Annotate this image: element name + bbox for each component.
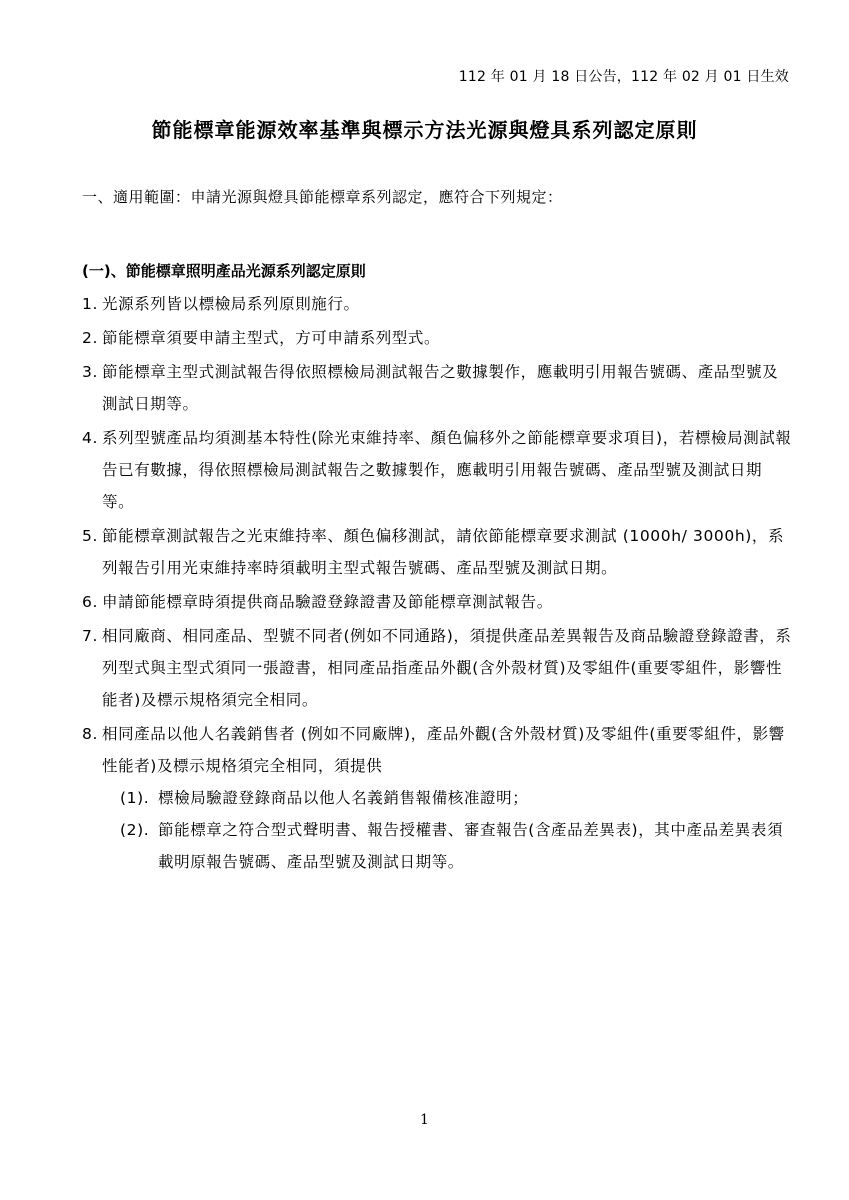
rule-text: 系列型號產品均須測基本特性(除光束維持率、顏色偏移外之節能標章要求項目)，若標檢局測試報告已有數據，得依照標檢局測試報告之數據製作，應載明引用報告號碼、產品型號及測試日期等。	[102, 429, 792, 511]
rule-text: 光源系列皆以標檢局系列原則施行。	[102, 295, 360, 313]
rule-text: 節能標章測試報告之光束維持率、顏色偏移測試，請依節能標章要求測試 (1000h/ 3000h)，系列報告引用光束維持率時須載明主型式報告號碼、產品型號及測試日期。	[102, 527, 785, 577]
rule-text: 申請節能標章時須提供商品驗證登錄證書及節能標章測試報告。	[102, 593, 553, 611]
rule-item	[82, 288, 792, 320]
section-heading: 一、適用範圍：申請光源與燈具節能標章系列認定，應符合下列規定：	[82, 188, 563, 206]
rule-number: 1.	[82, 295, 98, 313]
subitem-text: 節能標章之符合型式聲明書、報告授權書、審查報告(含產品差異表)，其中產品差異表須載明原報告號碼、產品型號及測試日期等。	[158, 821, 784, 871]
rule-subitem	[102, 814, 792, 878]
rule-number: 2.	[82, 329, 98, 347]
rule-item	[82, 356, 792, 420]
rule-text: 相同產品以他人名義銷售者 (例如不同廠牌)，產品外觀(含外殼材質)及零組件(重要零組件，影響性能者)及標示規格須完全相同，須提供	[102, 725, 785, 775]
rule-text: 節能標章主型式測試報告得依照標檢局測試報告之數據製作，應載明引用報告號碼、產品型號及測試日期等。	[102, 363, 779, 413]
subitem-number: (2).	[120, 821, 150, 839]
rule-item	[82, 322, 792, 354]
subitem-text: 標檢局驗證登錄商品以他人名義銷售報備核准證明；	[158, 789, 529, 807]
subitem-number: (1).	[120, 789, 150, 807]
rule-number: 6.	[82, 593, 98, 611]
rule-text: 相同廠商、相同產品、型號不同者(例如不同通路)，須提供產品差異報告及商品驗證登錄證書，系列型式與主型式須同一張證書，相同產品指產品外觀(含外殼材質)及零組件(重要零組件，影響性能者)及標示規格須完全相同。	[102, 627, 792, 709]
page-number: 1	[420, 1112, 429, 1128]
announcement-date-note: 112 年 01 月 18 日公告，112 年 02 月 01 日生效	[458, 69, 789, 85]
rules-list	[82, 288, 792, 878]
rule-item	[82, 620, 792, 716]
rule-item	[82, 718, 792, 878]
rule-number: 3.	[82, 363, 98, 381]
rule-subitems	[102, 782, 792, 878]
rule-number: 7.	[82, 627, 98, 645]
rule-number: 5.	[82, 527, 98, 545]
rule-item	[82, 586, 792, 618]
rule-item	[82, 422, 792, 518]
subsection-heading: (一)、節能標章照明產品光源系列認定原則	[82, 262, 366, 280]
rule-item	[82, 520, 792, 584]
rule-subitem	[102, 782, 792, 814]
rule-number: 8.	[82, 725, 98, 743]
document-title: 節能標章能源效率基準與標示方法光源與燈具系列認定原則	[151, 118, 698, 142]
rule-text: 節能標章須要申請主型式，方可申請系列型式。	[102, 329, 441, 347]
rule-number: 4.	[82, 429, 98, 447]
